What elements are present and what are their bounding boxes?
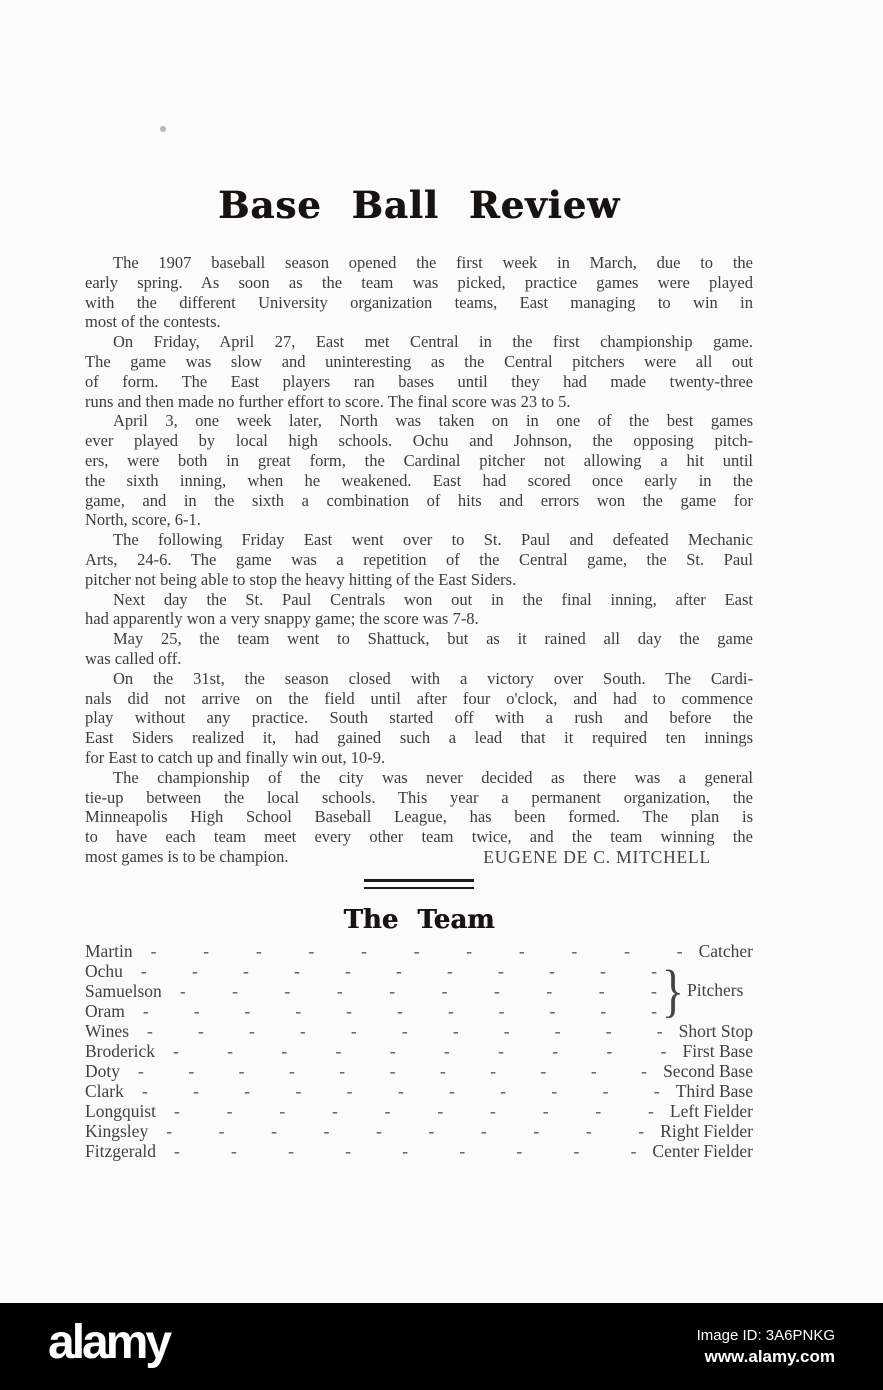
leader-dash: - — [191, 960, 198, 981]
text-line: the sixth inning, when he weakened. East had scored once early in the — [85, 470, 753, 490]
text-line: May 25, the team went to Shattuck, but as it rained all day the game — [113, 629, 753, 649]
leader-dash: - — [255, 940, 262, 961]
leader-dash: - — [344, 960, 351, 981]
player-name: Kingsley — [85, 1120, 149, 1141]
dash-leader — [156, 1141, 652, 1161]
text-line: Arts, 24-6. The game was a repetition of the Central game, the St. Paul — [85, 549, 753, 569]
text-line: North, score, 6-1. — [85, 510, 201, 530]
leader-dash: - — [437, 1100, 444, 1121]
leader-dash: - — [638, 1120, 645, 1141]
text-line: runs and then made no further effort to score. The final score was 23 to 5. — [85, 391, 571, 411]
leader-dash: - — [226, 1100, 233, 1121]
leader-dash: - — [232, 980, 238, 1001]
text-line: for East to catch up and finally win out, 10-9. — [85, 747, 386, 767]
dash-leader — [156, 1101, 670, 1121]
team-section-heading: The Team — [343, 904, 495, 935]
text-line: to have each team meet every other team twice, and the team winning the — [85, 827, 753, 847]
player-name: Clark — [85, 1080, 124, 1101]
author-byline: EUGENE DE C. MITCHELL — [483, 846, 711, 867]
leader-dash: - — [498, 960, 504, 981]
leader-dash: - — [630, 1140, 637, 1161]
leader-dash: - — [389, 980, 396, 1001]
leader-dash: - — [653, 1080, 660, 1101]
dash-leader — [124, 1081, 676, 1101]
leader-dash: - — [376, 1120, 382, 1141]
leader-dash: - — [540, 1060, 547, 1081]
paragraph — [85, 253, 753, 332]
leader-dash: - — [361, 940, 367, 961]
leader-dash: - — [459, 1140, 466, 1161]
player-name: Fitzgerald — [85, 1140, 156, 1161]
leader-dash: - — [279, 1100, 286, 1121]
text-line: ever played by local high schools. Ochu and Johnson, the opposing pitch- — [85, 431, 753, 451]
leader-dash: - — [606, 1040, 613, 1061]
image-id-text: Image ID: 3A6PNKG — [696, 1326, 835, 1344]
leader-dash: - — [546, 980, 553, 1001]
leader-dash: - — [336, 980, 343, 1001]
team-row — [85, 1081, 753, 1101]
player-position: Left Fielder — [669, 1100, 753, 1121]
leader-dash: - — [188, 1060, 195, 1081]
dash-leader — [129, 1021, 679, 1041]
leader-dash: - — [500, 1080, 507, 1101]
team-roster-list — [85, 941, 753, 1161]
leader-dash: - — [498, 1040, 504, 1061]
leader-dash: - — [346, 1080, 353, 1101]
leader-dash: - — [281, 1040, 288, 1061]
text-line: had apparently won a very snappy game; the score was 7-8. — [85, 609, 479, 629]
player-position: First Base — [682, 1040, 753, 1061]
leader-dash: - — [150, 940, 157, 961]
leader-dash: - — [138, 1060, 144, 1081]
leader-dash: - — [551, 1080, 558, 1101]
dash-leader — [120, 1061, 663, 1081]
team-row — [85, 1061, 753, 1081]
leader-dash: - — [651, 960, 657, 981]
leader-dash: - — [218, 1120, 225, 1141]
leader-dash: - — [439, 1060, 446, 1081]
leader-dash: - — [238, 1060, 245, 1081]
leader-dash: - — [428, 1120, 435, 1141]
player-name: Broderick — [85, 1040, 155, 1061]
text-line: On Friday, April 27, East met Central in the first championship game. — [113, 332, 753, 352]
alamy-url-text: www.alamy.com — [704, 1346, 835, 1366]
leader-dash: - — [350, 1020, 357, 1041]
leader-dash: - — [389, 1060, 396, 1081]
leader-dash: - — [600, 960, 606, 981]
leader-dash: - — [397, 1000, 403, 1021]
leader-dash: - — [142, 1000, 149, 1021]
watermark-info — [697, 1326, 835, 1368]
text-line: East Siders realized it, had gained such a lead that it required ten innings — [85, 728, 753, 748]
player-position: Short Stop — [678, 1020, 753, 1041]
text-line: most of the contests. — [85, 312, 221, 332]
leader-dash: - — [173, 1140, 180, 1161]
text-line: On the 31st, the season closed with a victory over South. The Cardi- — [113, 668, 753, 688]
leader-dash: - — [413, 940, 420, 961]
leader-dash: - — [585, 1120, 592, 1141]
leader-dash: - — [389, 1040, 396, 1061]
leader-dash: - — [503, 1020, 510, 1041]
leader-dash: - — [147, 1020, 153, 1041]
leader-dash: - — [402, 1140, 409, 1161]
leader-dash: - — [335, 1040, 342, 1061]
player-position: Right Fielder — [660, 1120, 753, 1141]
leader-dash: - — [656, 1020, 663, 1041]
leader-dash: - — [295, 1000, 302, 1021]
leader-dash: - — [441, 980, 448, 1001]
leader-dash: - — [308, 940, 315, 961]
leader-dash: - — [140, 960, 147, 981]
text-line: The 1907 baseball season opened the first week in March, due to the — [113, 253, 753, 272]
team-row — [85, 1041, 753, 1061]
player-name: Doty — [85, 1060, 120, 1081]
text-line: pitcher not being able to stop the heavy hitting of the East Siders. — [85, 569, 517, 589]
player-name: Wines — [85, 1020, 130, 1041]
leader-dash: - — [346, 1000, 352, 1021]
paragraph — [85, 629, 753, 669]
leader-dash: - — [516, 1140, 523, 1161]
leader-dash: - — [395, 960, 402, 981]
paragraph — [85, 669, 753, 768]
leader-dash: - — [244, 1080, 251, 1101]
leader-dash: - — [197, 1020, 204, 1041]
leader-dash: - — [203, 940, 210, 961]
leader-dash: - — [490, 1100, 496, 1121]
text-line: The game was slow and uninteresting as the Central pitchers were all out — [85, 351, 753, 371]
leader-dash: - — [480, 1120, 487, 1141]
leader-dash: - — [323, 1120, 330, 1141]
curly-brace-icon: } — [661, 957, 685, 1023]
text-line: tie-up between the local schools. This year a permanent organization, the — [85, 787, 753, 807]
player-position: Catcher — [698, 940, 753, 961]
text-line: early spring. As soon as the team was picked, practice games were played — [85, 272, 753, 292]
dash-leader — [133, 941, 699, 961]
leader-dash: - — [602, 1080, 609, 1101]
leader-dash: - — [590, 1060, 597, 1081]
leader-dash: - — [554, 1020, 561, 1041]
leader-dash: - — [443, 1040, 450, 1061]
leader-dash: - — [384, 1100, 391, 1121]
leader-dash: - — [288, 1060, 295, 1081]
leader-dash: - — [552, 1040, 559, 1061]
text-line: most games is to be champion. — [85, 846, 289, 866]
team-row — [85, 1021, 753, 1041]
leader-dash: - — [449, 1080, 455, 1101]
leader-dash: - — [173, 1100, 180, 1121]
leader-dash: - — [452, 1020, 459, 1041]
leader-dash: - — [447, 1000, 454, 1021]
leader-dash: - — [248, 1020, 255, 1041]
leader-dash: - — [227, 1040, 233, 1061]
leader-dash: - — [598, 980, 605, 1001]
leader-dash: - — [193, 1080, 199, 1101]
paragraph — [85, 411, 753, 530]
leader-dash: - — [651, 980, 657, 1001]
text-line: play without any practice. South started off with a rush and before the — [85, 708, 753, 728]
text-line: of form. The East players ran bases until they had made twenty-three — [85, 371, 753, 391]
leader-dash: - — [648, 1100, 654, 1121]
leader-dash: - — [172, 1040, 179, 1061]
team-row — [85, 1001, 753, 1021]
dash-leader — [148, 1121, 660, 1141]
leader-dash: - — [518, 940, 525, 961]
player-position: Third Base — [675, 1080, 753, 1101]
leader-dash: - — [271, 1120, 277, 1141]
text-line: April 3, one week later, North was taken on in one of the best games — [113, 411, 753, 431]
leader-dash: - — [600, 1000, 607, 1021]
player-name: Longquist — [85, 1100, 156, 1121]
leader-dash: - — [299, 1020, 306, 1041]
pitchers-brace-group — [659, 959, 753, 1023]
text-line: Minneapolis High School Baseball League, has been formed. The plan is — [85, 807, 753, 827]
leader-dash: - — [295, 1080, 302, 1101]
team-row — [85, 961, 753, 981]
leader-dash: - — [595, 1100, 602, 1121]
player-position: Second Base — [663, 1060, 753, 1081]
leader-dash: - — [605, 1020, 612, 1041]
leader-dash: - — [293, 960, 300, 981]
team-row — [85, 1101, 753, 1121]
text-line: was called off. — [85, 648, 182, 668]
leader-dash: - — [573, 1140, 580, 1161]
player-name: Samuelson — [85, 980, 162, 1001]
team-row — [85, 981, 753, 1001]
player-position: Center Fielder — [652, 1140, 753, 1161]
leader-dash: - — [533, 1120, 540, 1141]
leader-dash: - — [242, 960, 249, 981]
leader-dash: - — [231, 1140, 237, 1161]
leader-dash: - — [345, 1140, 352, 1161]
text-line: ers, were both in great form, the Cardinal pitcher not allowing a hit until — [85, 450, 753, 470]
player-name: Oram — [85, 1000, 125, 1021]
leader-dash: - — [498, 1000, 505, 1021]
dash-leader — [155, 1041, 683, 1061]
alamy-logo: alamy — [48, 1315, 170, 1369]
team-row — [85, 1141, 753, 1161]
leader-dash: - — [676, 940, 683, 961]
text-line: Next day the St. Paul Centrals won out in the final inning, after East — [113, 589, 753, 609]
leader-dash: - — [244, 1000, 251, 1021]
team-row — [85, 1121, 753, 1141]
paragraph — [85, 332, 753, 411]
leader-dash: - — [490, 1060, 497, 1081]
leader-dash: - — [660, 1040, 667, 1061]
leader-dash: - — [288, 1140, 294, 1161]
paragraph — [85, 590, 753, 630]
paragraph — [85, 530, 753, 589]
text-line: nals did not arrive on the field until after four o'clock, and had to commence — [85, 688, 753, 708]
leader-dash: - — [624, 940, 630, 961]
leader-dash: - — [401, 1020, 408, 1041]
leader-dash: - — [466, 940, 473, 961]
text-line: The following Friday East went over to St. Paul and defeated Mechanic — [113, 530, 753, 550]
leader-dash: - — [284, 980, 291, 1001]
leader-dash: - — [542, 1100, 549, 1121]
team-row — [85, 941, 753, 961]
text-line: game, and in the sixth a combination of hits and errors won the game for — [85, 490, 753, 510]
pitchers-group-label: Pitchers — [687, 980, 744, 1001]
leader-dash: - — [549, 960, 555, 981]
leader-dash: - — [141, 1080, 148, 1101]
leader-dash: - — [339, 1060, 346, 1081]
player-name: Martin — [85, 940, 133, 961]
leader-dash: - — [397, 1080, 404, 1101]
leader-dash: - — [493, 980, 500, 1001]
page-title: Base Ball Review — [218, 183, 620, 227]
leader-dash: - — [549, 1000, 556, 1021]
alamy-watermark-bar — [0, 1303, 883, 1390]
text-line: with the different University organization teams, East managing to win in — [85, 292, 753, 312]
leader-dash: - — [179, 980, 186, 1001]
leader-dash: - — [193, 1000, 200, 1021]
page-content — [85, 0, 753, 1161]
player-name: Ochu — [85, 960, 123, 981]
leader-dash: - — [651, 1000, 657, 1021]
leader-dash: - — [332, 1100, 338, 1121]
article-body — [85, 253, 753, 867]
leader-dash: - — [571, 940, 578, 961]
text-line: The championship of the city was never decided as there was a general — [113, 767, 753, 787]
section-divider-rule — [364, 879, 474, 889]
leader-dash: - — [641, 1060, 647, 1081]
leader-dash: - — [166, 1120, 173, 1141]
leader-dash: - — [447, 960, 453, 981]
